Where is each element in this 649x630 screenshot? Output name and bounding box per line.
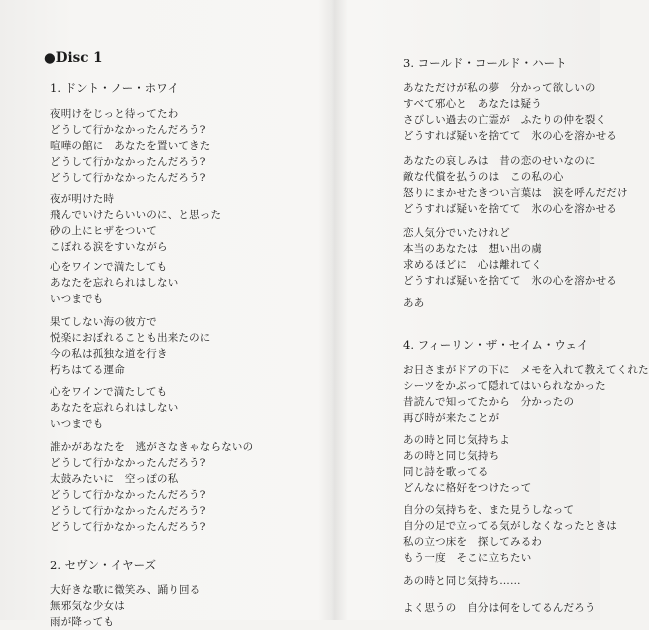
song-title-4: 4. フィーリン・ザ・セイム・ウェイ [403, 338, 589, 352]
lyric-line: どうして行かなかったんだろう? [50, 457, 206, 469]
lyric-line: どんなに格好をつけたって [403, 482, 532, 494]
left-column [44, 0, 314, 628]
lyric-line: 夜が明けた時 [50, 193, 115, 205]
lyric-line: あなただけが私の夢 分かって欲しいの [403, 82, 596, 94]
lyric-line: あの時と同じ気持ちよ [403, 434, 510, 446]
lyric-line: 大好きな歌に微笑み、踊り回る [50, 584, 201, 596]
stanza [403, 362, 649, 426]
stanza [50, 384, 178, 432]
lyric-line: どうすれば疑いを捨てて 氷の心を溶かせる [403, 130, 617, 142]
lyric-line: 無邪気な少女は [50, 600, 125, 612]
song-title-1: 1. ドント・ノー・ホワイ [50, 81, 179, 95]
lyric-line: あなたを忘れられはしない [50, 402, 179, 414]
lyric-line: どうして行かなかったんだろう? [50, 172, 206, 184]
lyric-line: 夜明けをじっと待ってたわ [50, 108, 179, 120]
lyric-line: あなたを忘れられはしない [50, 277, 179, 289]
stanza [403, 80, 617, 144]
stanza [403, 295, 424, 311]
lyric-line: どうすれば疑いを捨てて 氷の心を溶かせる [403, 203, 617, 215]
lyric-line: 同じ詩を歌ってる [403, 466, 489, 478]
lyric-line: どうして行かなかったんだろう? [50, 505, 206, 517]
stanza [50, 439, 253, 535]
lyric-line: 怒りにまかせたきつい言葉は 涙を呼んだだけ [403, 187, 628, 199]
lyric-line: 私の立つ床を 探してみるわ [403, 536, 543, 548]
lyric-line: 太鼓みたいに 空っぽの私 [50, 473, 179, 485]
lyric-line: 心をワインで満たしても [50, 261, 168, 273]
lyric-line: 悦楽におぼれることも出来たのに [50, 332, 211, 344]
lyric-line: こぼれる涙をすいながら [50, 241, 168, 253]
stanza [50, 582, 200, 630]
lyric-line: 昔読んで知ってたから 分かったの [403, 396, 575, 408]
stanza [403, 600, 596, 616]
lyric-line: どうして行かなかったんだろう? [50, 489, 206, 501]
right-column [403, 0, 649, 620]
stanza [403, 573, 521, 589]
lyric-line: 砂の上にヒザをついて [50, 225, 157, 237]
stanza [50, 259, 178, 307]
stanza [50, 106, 211, 186]
lyric-line: 雨が降っても [50, 616, 115, 628]
lyric-line: 誰かがあなたを 逃がさなきゃならないの [50, 441, 254, 453]
lyric-line: 自分の気持ちを、また見うしなって [403, 504, 575, 516]
lyric-line: どうして行かなかったんだろう? [50, 521, 206, 533]
lyric-line: お日さまがドアの下に メモを入れて教えてくれた [403, 364, 649, 376]
lyric-line: すべて邪心と あなたは疑う [403, 98, 542, 110]
lyric-line: 自分の足で立ってる気がしなくなったときは [403, 520, 617, 532]
song-title-2: 2. セヴン・イヤーズ [50, 558, 157, 572]
song-title-3: 3. コールド・コールド・ハート [403, 56, 567, 70]
lyric-line: もう一度 そこに立ちたい [403, 552, 532, 564]
page-fold-shadow [318, 0, 348, 620]
stanza [50, 314, 211, 378]
lyric-line: シーツをかぶって隠れてはいられなかった [403, 380, 606, 392]
lyric-line: 再び時が来たことが [403, 412, 500, 424]
disc-heading: ●Disc 1 [44, 50, 103, 66]
stanza [403, 432, 531, 496]
lyric-line: ああ [403, 297, 425, 309]
lyric-line: 求めるほどに 心は離れてく [403, 259, 543, 271]
lyric-line: 今の私は孤独な道を行き [50, 348, 168, 360]
lyric-line: 飛んでいけたらいいのに、と思った [50, 209, 222, 221]
lyric-line: どうして行かなかったんだろう? [50, 156, 206, 168]
stanza [50, 191, 221, 255]
lyric-line: さびしい過去の亡霊が ふたりの仲を裂く [403, 114, 607, 126]
lyric-line: 恋人気分でいたけれど [403, 227, 510, 239]
lyric-line: 喧嘩の館に あなたを置いてきた [50, 140, 211, 152]
lyric-line: どうして行かなかったんだろう? [50, 124, 206, 136]
lyric-line: あの時と同じ気持ち…… [403, 575, 521, 587]
lyric-line: どうすれば疑いを捨てて 氷の心を溶かせる [403, 275, 617, 287]
lyric-line: 本当のあなたは 想い出の虜 [403, 243, 543, 255]
lyric-line: 心をワインで満たしても [50, 386, 168, 398]
lyric-line: あの時と同じ気持ち [403, 450, 500, 462]
stanza [403, 225, 617, 289]
lyric-line: 果てしない海の彼方で [50, 316, 157, 328]
stanza [403, 153, 628, 217]
lyric-line: いつまでも [50, 418, 104, 430]
lyric-line: あなたの哀しみは 昔の恋のせいなのに [403, 155, 596, 167]
lyric-line: よく思うの 自分は何をしてるんだろう [403, 602, 596, 614]
stanza [403, 502, 617, 566]
lyric-line: いつまでも [50, 293, 104, 305]
lyric-line: 敵な代償を払うのは この私の心 [403, 171, 564, 183]
lyric-line: 朽ちはてる運命 [50, 364, 125, 376]
